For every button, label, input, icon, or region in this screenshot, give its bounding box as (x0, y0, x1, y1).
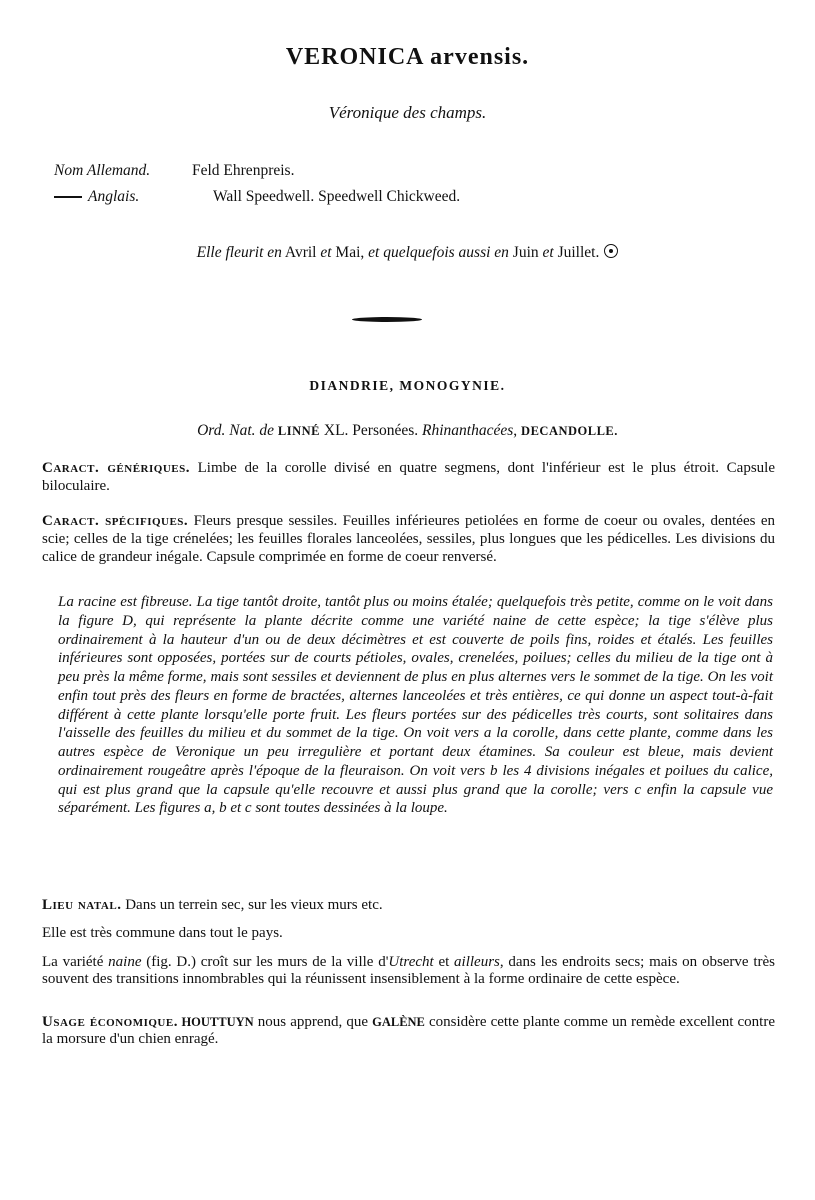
english-name-row (54, 188, 460, 214)
variety-note (42, 954, 775, 988)
habitat-text: Dans un terrein sec, sur les vieux murs etc. (121, 897, 383, 913)
flowering-period (0, 244, 815, 262)
generic-characters (42, 459, 775, 495)
usage-text: considère cette plante comme un remède excellent contre la morsure d'un chien enragé. (42, 1014, 775, 1047)
flowering-text: Elle fleurit en (196, 244, 282, 261)
order-text: XL. Personées. (320, 422, 423, 439)
vernacular-names (54, 162, 460, 214)
variety-text: La variété (42, 954, 109, 970)
variety-text: , dans les endroits secs; mais on observe très souvent des transitions innombrables qui la réunissent insensiblement à la forme ordinaire de cette espèce. (42, 954, 776, 987)
generic-characters-text: Limbe de la corolle divisé en quatre segmens, dont l'inférieur est le plus étroit. Capsule biloculaire. (42, 460, 775, 494)
author-name: DECANDOLLE. (521, 424, 618, 438)
order-text: Ord. Nat. (197, 422, 256, 439)
specific-characters (42, 512, 775, 566)
flowering-text: et quelquefois aussi en (368, 244, 509, 261)
author-name: GALÈNE (372, 1015, 425, 1029)
variety-text: et (433, 954, 455, 970)
page-title: VERONICA arvensis. (285, 44, 530, 70)
flowering-month: Juillet. (553, 244, 600, 261)
variety-name: naine (108, 954, 142, 970)
linnaean-class: DIANDRIE, MONOGYNIE. (309, 378, 506, 393)
family-name: Rhinanthacées (422, 422, 514, 439)
ornamental-divider (352, 317, 422, 322)
place-name: Utrecht (388, 954, 434, 970)
flowering-month: Mai, (331, 244, 369, 261)
flowering-text: et (320, 244, 332, 261)
specific-characters-heading: Caract. spécifiques. (42, 513, 189, 529)
annual-plant-symbol-icon (604, 244, 618, 258)
order-text: , (513, 422, 522, 439)
flowering-month: Avril (281, 244, 321, 261)
ditto-dash (54, 196, 82, 198)
german-name-value: Feld Ehrenpreis. (192, 162, 295, 179)
usage-heading: Usage économique. (42, 1014, 178, 1030)
economic-usage (42, 1014, 775, 1048)
habitat (42, 896, 775, 914)
natural-order (0, 422, 815, 440)
german-name-label: Nom Allemand. (54, 162, 151, 179)
flowering-month: Juin (508, 244, 543, 261)
generic-characters-heading: Caract. génériques. (42, 460, 190, 476)
german-name-row (54, 162, 460, 188)
specific-characters-text: Fleurs presque sessiles. Feuilles inférieures petiolées en forme de coeur ou ovales, dentées en scie; celles de la tige crénelées; les feuilles florales lanceolées, sessiles, plus longues que les pédicelles. Les divisions du calice de grandeur inégale. Capsule comprimée en forme de coeur renversé. (42, 513, 775, 565)
author-name: HOUTTUYN (177, 1015, 254, 1029)
variety-text: ailleurs (454, 954, 500, 970)
author-name: LINNÉ (277, 424, 320, 438)
usage-text: nous apprend, que (253, 1014, 373, 1030)
french-common-name: Véronique des champs. (328, 103, 487, 122)
habitat-heading: Lieu natal. (42, 897, 122, 913)
variety-text: (fig. D.) croît sur les murs de la ville d' (141, 954, 389, 970)
english-name-value: Wall Speedwell. Speedwell Chickweed. (213, 188, 461, 205)
english-name-label: Anglais. (88, 188, 140, 205)
order-text: de (255, 422, 278, 439)
abundance-note: Elle est très commune dans tout le pays. (42, 925, 283, 941)
flowering-text: et (542, 244, 554, 261)
plant-description: La racine est fibreuse. La tige tantôt droite, tantôt plus ou moins étalée; quelquefois très petite, comme on le voit dans la figure D, qui représente la plante décrite comme une variété naine de cette espèce; la tige s'élève plus ordinairement à la hauteur d'un ou de deux décimètres et est couverte de poils fins, roides et étalés. Les feuilles inférieures sont opposées, portées sur de courts pétioles, ovales, crenelées, poilues; celles du milieu de la tige ont à peu près la même forme, mais sont sessiles et deviennent de plus en plus alternes vers le sommet de la tige. On les voit enfin tout près des fleurs en forme de bractées, alternes lanceolées et très entières, ce qui donne un aspect tout-à-fait différent à cette plante lorsqu'elle porte fruit. Les fleurs portées sur des pédicelles très courts, sont solitaires dans l'aisselle des feuilles du milieu et du sommet de la tige. On voit vers a la corolle, dans cette plante, comme dans les autres espèce de Veronique un peu irregulière et portant deux étamines. Sa couleur est bleue, mais devient ordinairement rougeâtre après l'époque de la fleuraison. On voit vers b les 4 divisions inégales et poilues du calice, qui est plus grand que la capsule qu'elle recouvre et aussi plus grand que la corolle; vers c enfin la capsule vue séparément. Les figures a, b et c sont toutes dessinées à la loupe. (58, 594, 773, 817)
